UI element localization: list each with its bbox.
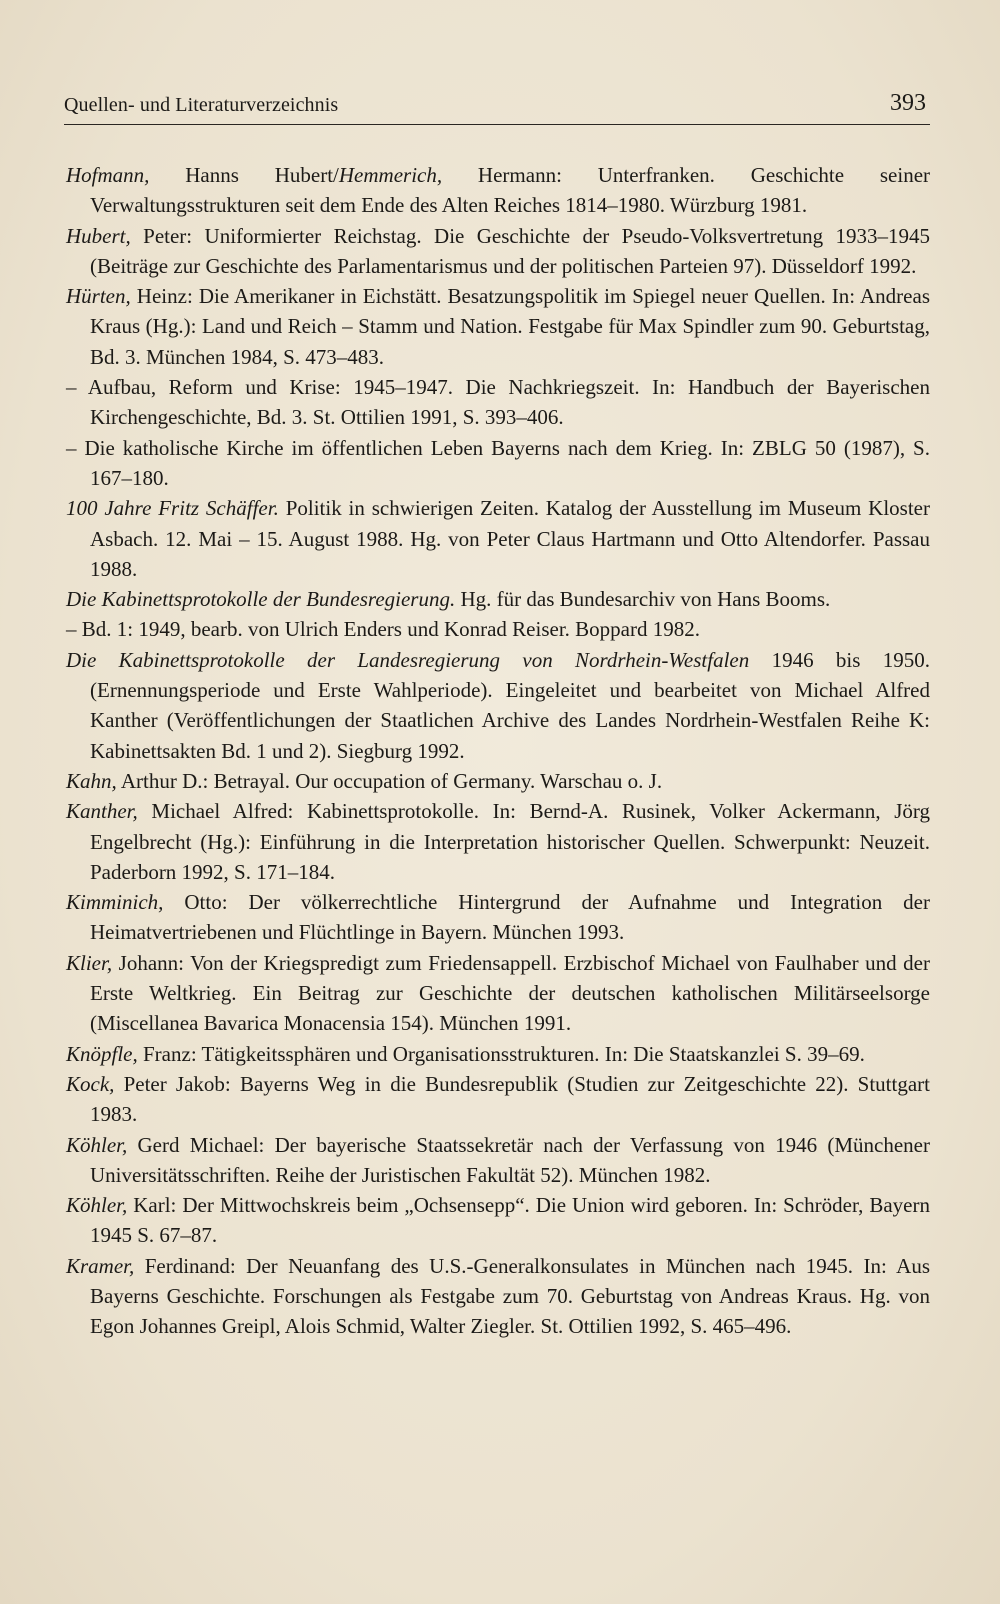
- entry-text: Heinz: Die Amerikaner in Eichstätt. Besatzungspolitik im Spiegel neuer Quellen. In: Andreas Kraus (Hg.): Land und Reich – Stamm und Nation. Festgabe für Max Spindler zum 90. Geburtstag, Bd. 3. München 1984, S. 473–483.: [90, 284, 930, 369]
- entry-text: 1946 bis 1950. (Ernennungsperiode und Erste Wahlperiode). Eingeleitet und bearbeitet von Michael Alfred Kanther (Veröffentlichungen der Staatlichen Archive des Landes Nordrhein-Westfalen Reihe K: Kabinettsakten Bd. 1 und 2). Siegburg 1992.: [90, 647, 930, 763]
- entry-title: Die Kabinettsprotokolle der Bundesregierung.: [66, 587, 456, 612]
- bibliography-entry: [66, 493, 930, 584]
- entry-text: Ferdinand: Der Neuanfang des U.S.-Generalkonsulates in München nach 1945. In: Aus Bayerns Geschichte. Forschungen als Festgabe zum 70. Geburtstag von Andreas Kraus. Hg. von Egon Johannes Greipl, Alois Schmid, Walter Ziegler. St. Ottilien 1992, S. 465–496.: [90, 1253, 930, 1339]
- bibliography-entry: [66, 221, 930, 282]
- entry-text: Gerd Michael: Der bayerische Staatssekretär nach der Verfassung von 1946 (Münchener Universitätsschriften. Reihe der Juristischen Fakultät 52). München 1982.: [90, 1132, 930, 1187]
- entry-author: Kanther,: [66, 799, 138, 824]
- bibliography-entry: [66, 887, 930, 948]
- bibliography-entry: [66, 1251, 930, 1342]
- bibliography-entry: [66, 614, 930, 644]
- entry-title: Die Kabinettsprotokolle der Landesregierung von Nordrhein-Westfalen: [66, 647, 750, 672]
- entry-text: Hermann: Unterfranken. Geschichte seiner Verwaltungsstrukturen seit dem Ende des Alten Reiches 1814–1980. Würzburg 1981.: [90, 163, 931, 218]
- bibliography-entry: [66, 584, 930, 614]
- entry-text: – Bd. 1: 1949, bearb. von Ulrich Enders und Konrad Reiser. Boppard 1982.: [66, 617, 700, 642]
- entry-text: – Die katholische Kirche im öffentlichen Leben Bayerns nach dem Krieg. In: ZBLG 50 (1987), S. 167–180.: [66, 435, 930, 490]
- entry-text: Otto: Der völkerrechtliche Hintergrund der Aufnahme und Integration der Heimatvertriebenen und Flüchtlinge in Bayern. München 1993.: [90, 890, 930, 945]
- entry-author: Knöpfle,: [66, 1041, 138, 1066]
- bibliography-entry: [66, 645, 930, 766]
- entry-author: Hürten,: [66, 284, 131, 309]
- bibliography-entry: [66, 766, 930, 796]
- entry-text: Arthur D.: Betrayal. Our occupation of Germany. Warschau o. J.: [116, 768, 663, 793]
- entry-author: Hofmann,: [66, 163, 150, 187]
- entry-author: Kock,: [66, 1071, 115, 1096]
- bibliography-entry: [66, 372, 930, 433]
- entry-text: Johann: Von der Kriegspredigt zum Friedensappell. Erzbischof Michael von Faulhaber und der Erste Weltkrieg. Ein Beitrag zur Geschichte der deutschen katholischen Militärseelsorge (Miscellanea Bavarica Monacensia 154). München 1991.: [90, 950, 930, 1036]
- bibliography-entry: [66, 1130, 930, 1191]
- entry-text: Franz: Tätigkeitssphären und Organisationsstrukturen. In: Die Staatskanzlei S. 39–69.: [137, 1041, 865, 1066]
- entry-author: Köhler,: [66, 1132, 128, 1157]
- entry-text: Hg. für das Bundesarchiv von Hans Booms.: [455, 587, 831, 612]
- entry-text: Peter Jakob: Bayerns Weg in die Bundesrepublik (Studien zur Zeitgeschichte 22). Stuttgart 1983.: [90, 1071, 930, 1127]
- entry-text: Michael Alfred: Kabinettsprotokolle. In: Bernd-A. Rusinek, Volker Ackermann, Jörg Engelbrecht (Hg.): Einführung in die Interpretation historischer Quellen. Schwerpunkt: Neuzeit. Paderborn 1992, S. 171–184.: [90, 799, 930, 884]
- entry-text: Hanns Hubert/: [149, 163, 339, 187]
- entry-author: Kimminich,: [66, 890, 164, 915]
- entry-text: Karl: Der Mittwochskreis beim „Ochsensepp“. Die Union wird geboren. In: Schröder, Bayern 1945 S. 67–87.: [90, 1193, 930, 1248]
- entry-text: Peter: Uniformierter Reichstag. Die Geschichte der Pseudo-Volksvertretung 1933–1945 (Beiträge zur Geschichte des Parlamentarismus und der politischen Parteien 97). Düsseldorf 1992.: [90, 223, 930, 278]
- entry-author: Kahn,: [66, 768, 117, 793]
- bibliography-entry: [66, 433, 930, 494]
- bibliography-entry: [66, 1039, 930, 1069]
- bibliography-entry: [66, 1069, 930, 1130]
- bibliography-entry: [66, 796, 930, 887]
- page-number: 393: [890, 90, 926, 116]
- entry-author: Hemmerich,: [338, 163, 443, 187]
- entry-text: Politik in schwierigen Zeiten. Katalog der Ausstellung im Museum Kloster Asbach. 12. Mai – 15. August 1988. Hg. von Peter Claus Hartmann und Otto Altendorfer. Passau 1988.: [90, 496, 930, 581]
- entry-author: Kramer,: [66, 1253, 135, 1278]
- running-header: [64, 88, 930, 125]
- entry-author: Klier,: [66, 950, 113, 975]
- entry-title: 100 Jahre Fritz Schäffer.: [66, 496, 279, 521]
- entry-author: Hubert,: [66, 223, 131, 248]
- bibliography-entry: [66, 160, 930, 221]
- bibliography-entry: [66, 281, 930, 372]
- entry-author: Köhler,: [66, 1193, 128, 1218]
- entry-text: – Aufbau, Reform und Krise: 1945–1947. Die Nachkriegszeit. In: Handbuch der Bayerischen Kirchengeschichte, Bd. 3. St. Ottilien 1991, S. 393–406.: [66, 375, 930, 430]
- header-title: Quellen- und Literaturverzeichnis: [64, 94, 339, 116]
- bibliography-entry: [66, 1190, 930, 1251]
- bibliography-list: [66, 160, 930, 1342]
- bibliography-entry: [66, 948, 930, 1039]
